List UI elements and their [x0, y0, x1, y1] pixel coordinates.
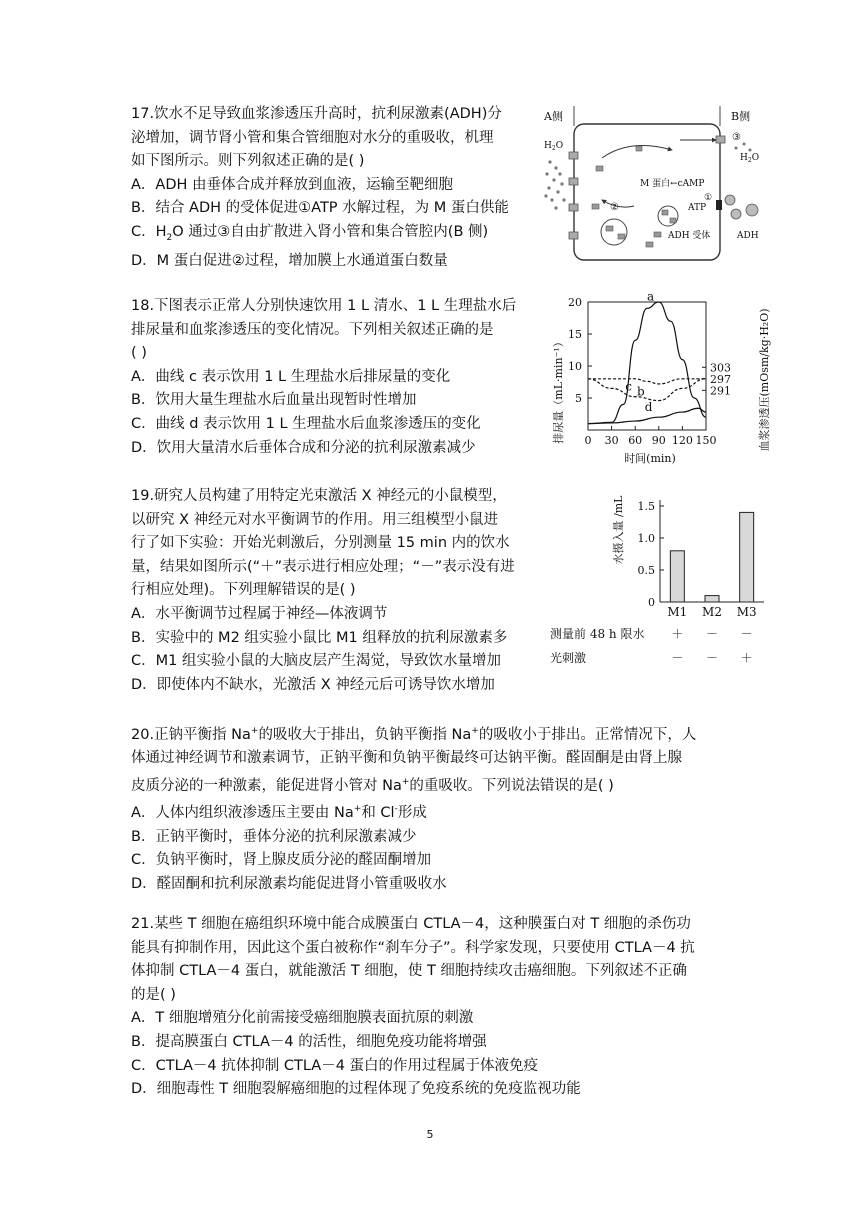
water-molecules-left [544, 160, 565, 209]
bar-M2 [705, 596, 719, 602]
q21-option-c: C．CTLA－4 抗体抑制 CTLA－4 蛋白的作用过程属于体液免疫 [131, 1057, 539, 1074]
q18-option-a: A．曲线 c 表示饮用 1 L 生理盐水后排尿量的变化 [131, 368, 451, 385]
category-label: M3 [736, 605, 757, 619]
q19-option-d: D．即使体内不缺水，光激活 X 神经元后可诱导饮水增加 [131, 676, 495, 693]
q17-line: 17.饮水不足导致血浆渗透压升高时，抗利尿激素(ADH)分 [131, 106, 502, 122]
x-tick-label: 120 [671, 434, 693, 447]
question-18 [131, 295, 516, 460]
adh-receptor-label: ADH 受体 [668, 231, 711, 241]
question-19 [131, 485, 515, 697]
bar-M3 [740, 512, 754, 602]
y-tick-label: 0.5 [637, 564, 655, 577]
y-tick-label: 5 [575, 392, 582, 405]
water-intake-bar-chart [548, 486, 770, 672]
q17-option-c: C．$H_2O$ 通过③自由扩散进入肾小管和集合管腔内(B 侧) [131, 223, 489, 243]
question-20 [131, 720, 696, 897]
y-tick-label: 20 [568, 296, 582, 309]
q19-line: 以研究 X 神经元对水平衡调节的作用。用三组模型小鼠进 [131, 511, 499, 528]
q17-line: 泌增加，调节肾小管和集合管细胞对水分的重吸收，机理 [131, 129, 494, 146]
series-label-d: d [644, 400, 653, 415]
category-label: M1 [667, 605, 688, 619]
side-a-label: A侧 [544, 110, 563, 123]
y-right-tick-label: 303 [710, 361, 731, 375]
q19-line: 量，结果如图所示(“＋”表示进行相应处理；“－”表示没有进 [131, 558, 515, 575]
q17-option-d: D．M 蛋白促进②过程，增加膜上水通道蛋白数量 [131, 253, 448, 270]
q21-option-d: D．细胞毒性 T 细胞裂解癌细胞的过程体现了免疫系统的免疫监视功能 [131, 1081, 581, 1098]
x-tick-label: 150 [695, 434, 717, 447]
q21-line: 的是( ) [131, 986, 176, 1003]
side-b-label: B侧 [731, 110, 751, 123]
y-tick-label: 1.0 [637, 532, 655, 545]
q18-line: ( ) [131, 345, 147, 362]
q18-option-c: C．曲线 d 表示饮用 1 L 生理盐水后血浆渗透压的变化 [131, 415, 481, 432]
q20-option-c: C．负钠平衡时，肾上腺皮质分泌的醛固酮增加 [131, 852, 432, 869]
q20-line-2: 体通过神经调节和激素调节，正钠平衡和负钠平衡最终可达钠平衡。醛固酮是由肾上腺 [131, 750, 682, 767]
q21-line: 21.某些 T 细胞在癌组织环境中能合成膜蛋白 CTLA－4，这种膜蛋白对 T 细胞的杀伤功 [131, 916, 691, 932]
y-tick-label: 1.5 [637, 500, 655, 513]
atp-label: ATP [688, 203, 707, 213]
q19-option-b: B．实验中的 M2 组实验小鼠比 M1 组释放的抗利尿激素多 [131, 629, 508, 646]
condition-mark: ＋ [740, 651, 753, 665]
condition-mark: － [740, 627, 753, 641]
q19-option-a: A．水平衡调节过程属于神经—体液调节 [131, 605, 388, 622]
y-axis-right-label: 血浆渗透压(mOsm/kg·H₂O) [758, 308, 771, 452]
q18-option-d: D．饮用大量清水后垂体合成和分泌的抗利尿激素减少 [131, 439, 476, 456]
q21-option-a: A．T 细胞增殖分化前需接受癌细胞膜表面抗原的刺激 [131, 1010, 474, 1027]
series-label-c: c [625, 379, 632, 394]
q17-option-b: B．结合 ADH 的受体促进①ATP 水解过程，为 M 蛋白供能 [131, 200, 509, 217]
q21-line: 能具有抑制作用，因此这个蛋白被称作“刹车分子”。科学家发现，只要使用 CTLA－4 抗 [131, 939, 695, 956]
x-tick-label: 0 [584, 434, 592, 447]
series-label-b: b [637, 384, 645, 399]
bar-M1 [670, 551, 684, 602]
vesicles [592, 146, 678, 247]
q19-line: 行了如下实验：开始光刺激后，分别测量 15 min 内的饮水 [131, 535, 510, 552]
condition-mark: － [705, 651, 719, 665]
question-21 [131, 913, 695, 1102]
receptor-shape [716, 200, 722, 210]
y-tick-label: 10 [568, 360, 582, 373]
aquaporin-right [716, 136, 725, 143]
urine-osmolarity-chart [546, 290, 776, 468]
q18-option-b: B．饮用大量生理盐水后血量出现暂时性增加 [131, 392, 417, 409]
m-protein-label: M 蛋白←cAMP [640, 179, 705, 189]
y-axis-label: 排尿量（mL·min⁻¹） [552, 336, 565, 444]
y-axis-label: 水摄入量 /mL [612, 495, 625, 565]
x-tick-label: 60 [628, 434, 643, 447]
x-tick-label: 30 [604, 434, 619, 447]
condition-row-label: 测量前 48 h 限水 [550, 627, 645, 641]
condition-mark: ＋ [671, 627, 684, 641]
h2o-right-label: $H_2O$ [740, 153, 760, 164]
q18-line: 18.下图表示正常人分别快速饮用 1 L 清水、1 L 生理盐水后 [131, 298, 517, 314]
q17-line: 如下图所示。则下列叙述正确的是( ) [131, 153, 365, 170]
y-tick-label: 0 [648, 596, 655, 609]
q20-option-a: A．人体内组织液渗透压主要由 Na+和 Cl-形成 [131, 804, 427, 822]
q20-line-1: 20.正钠平衡指 Na+的吸收大于排出，负钠平衡指 Na+的吸收小于排出。正常情况下，人 [131, 726, 697, 743]
series-label-a: a [647, 290, 655, 304]
adh-mechanism-figure [540, 104, 770, 266]
q20-option-d: D．醛固酮和抗利尿激素均能促进肾小管重吸收水 [131, 876, 447, 893]
q17-option-a: A．ADH 由垂体合成并释放到血液，运输至靶细胞 [131, 176, 454, 193]
q19-option-c: C．M1 组实验小鼠的大脑皮层产生渴觉，导致饮水量增加 [131, 653, 501, 670]
q20-option-b: B．正钠平衡时，垂体分泌的抗利尿激素减少 [131, 828, 417, 845]
question-17 [131, 103, 509, 274]
step-1-mark: ① [704, 193, 713, 203]
q21-option-b: B．提高膜蛋白 CTLA－4 的活性，细胞免疫功能将增强 [131, 1033, 487, 1050]
h2o-left-label: $H_2O$ [544, 141, 564, 152]
y-tick-label: 15 [568, 328, 582, 341]
y-right-tick-label: 291 [710, 384, 731, 398]
q19-line: 19.研究人员构建了用特定光束激活 X 神经元的小鼠模型， [131, 488, 507, 504]
step-2-mark: ② [610, 202, 619, 213]
q20-line-3: 皮质分泌的一种激素，能促进肾小管对 Na+的重吸收。下列说法错误的是( ) [131, 777, 614, 794]
condition-mark: － [671, 651, 684, 665]
q21-line: 体抑制 CTLA－4 蛋白，就能激活 T 细胞，使 T 细胞持续攻击癌细胞。下列叙述不正确 [131, 963, 687, 980]
step-3-mark: ③ [732, 132, 741, 143]
y-right-tick-label: 297 [710, 372, 731, 386]
condition-row-label: 光刺激 [550, 651, 587, 665]
q19-line: 行相应处理)。下列理解错误的是( ) [131, 582, 356, 599]
x-axis-label: 时间(min) [624, 452, 676, 465]
q18-line: 排尿量和血浆渗透压的变化情况。下列相关叙述正确的是 [131, 321, 494, 338]
x-tick-label: 90 [651, 434, 666, 447]
adh-label: ADH [737, 231, 759, 241]
condition-mark: － [705, 627, 719, 641]
page-number: 5 [426, 1128, 434, 1141]
category-label: M2 [702, 605, 722, 619]
